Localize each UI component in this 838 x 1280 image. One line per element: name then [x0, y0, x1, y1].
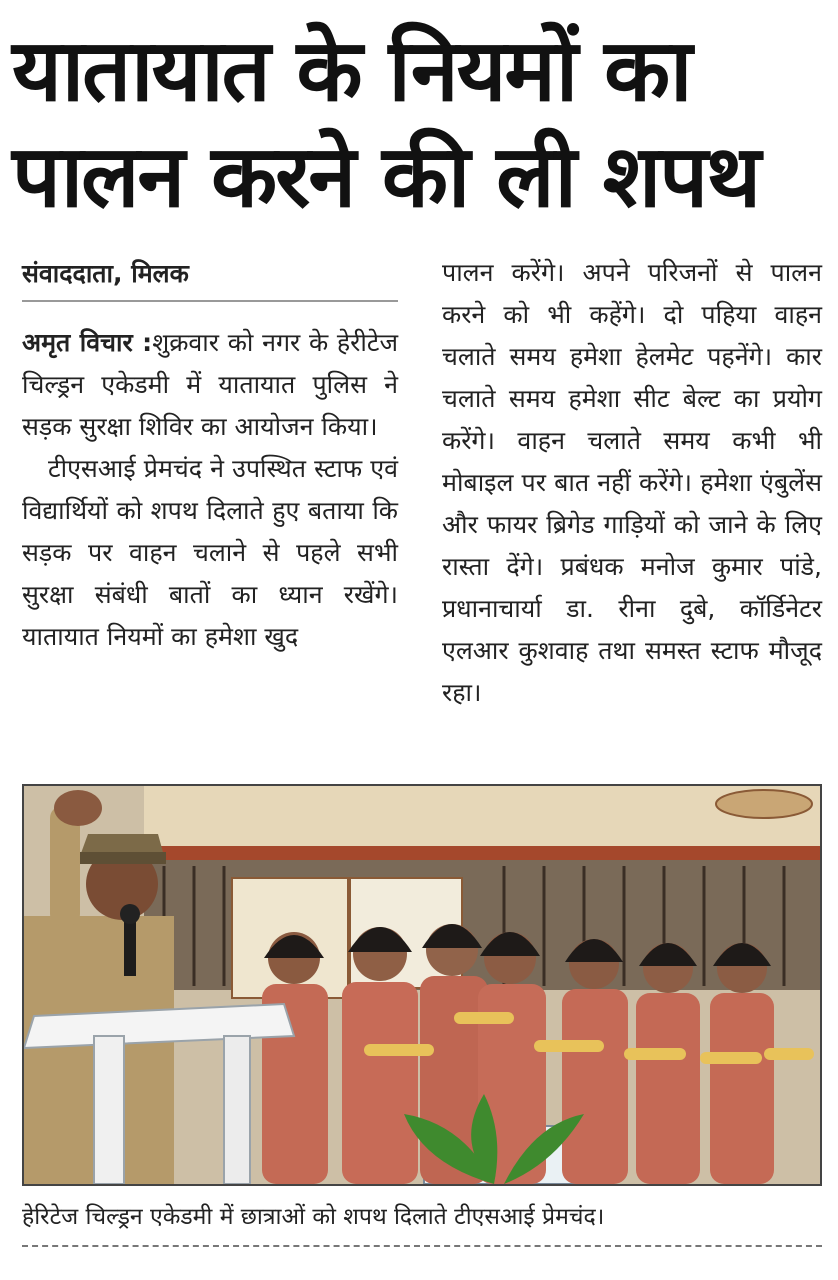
caption-dashed-rule	[22, 1245, 822, 1247]
ceiling	[144, 786, 820, 846]
article-paragraph-1-text: शुक्रवार को नगर के हेरीटेज चिल्ड्रन एकेडमी में यातायात पुलिस ने सड़क सुरक्षा शिविर का आयोजन किया।	[22, 328, 399, 441]
ceiling-ornament	[716, 790, 812, 818]
dateline: संवाददाता, मिलक	[22, 259, 189, 288]
article-paragraph-1	[22, 322, 398, 448]
headline-line-2: पालन करने की ली शपथ	[12, 127, 760, 227]
news-photo-illustration	[24, 786, 820, 1184]
headline-line-1: यातायात के नियमों का	[12, 21, 691, 121]
article-column-right	[442, 252, 822, 714]
article-paragraph-3: पालन करेंगे। अपने परिजनों से पालन करने को भी कहेंगे। दो पहिया वाहन चलाते समय हमेशा हेलमेट पहनेंगे। कार चलाते समय हमेशा सीट बेल्ट का प्रयोग करेंगे। वाहन चलाते समय कभी भी मोबाइल पर बात नहीं करेंगे। हमेशा एंबुलेंस और फायर ब्रिगेड गाड़ियों को जाने के लिए रास्ता देंगे। प्रबंधक मनोज कुमार पांडे, प्रधानाचार्या डा. रीना दुबे, कॉर्डिनेटर एलआर कुशवाह तथा समस्त स्टाफ मौजूद रहा।	[442, 258, 822, 707]
headline	[12, 18, 826, 230]
article-column-left	[22, 252, 398, 658]
photo-caption: हेरिटेज चिल्ड्रन एकेडमी में छात्राओं को शपथ दिलाते टीएसआई प्रेमचंद।	[22, 1204, 605, 1230]
dateline-rule	[22, 300, 398, 302]
ceiling-beam	[144, 846, 820, 860]
article-lead: अमृत विचार :	[22, 328, 153, 357]
article-paragraph-2: टीएसआई प्रेमचंद ने उपस्थित स्टाफ एवं विद्यार्थियों को शपथ दिलाते हुए बताया कि सड़क पर वाहन चलाने से पहले सभी सुरक्षा संबंधी बातों का ध्यान रखेंगे। यातायात नियमों का हमेशा खुद	[22, 454, 398, 651]
news-photo	[22, 784, 822, 1186]
